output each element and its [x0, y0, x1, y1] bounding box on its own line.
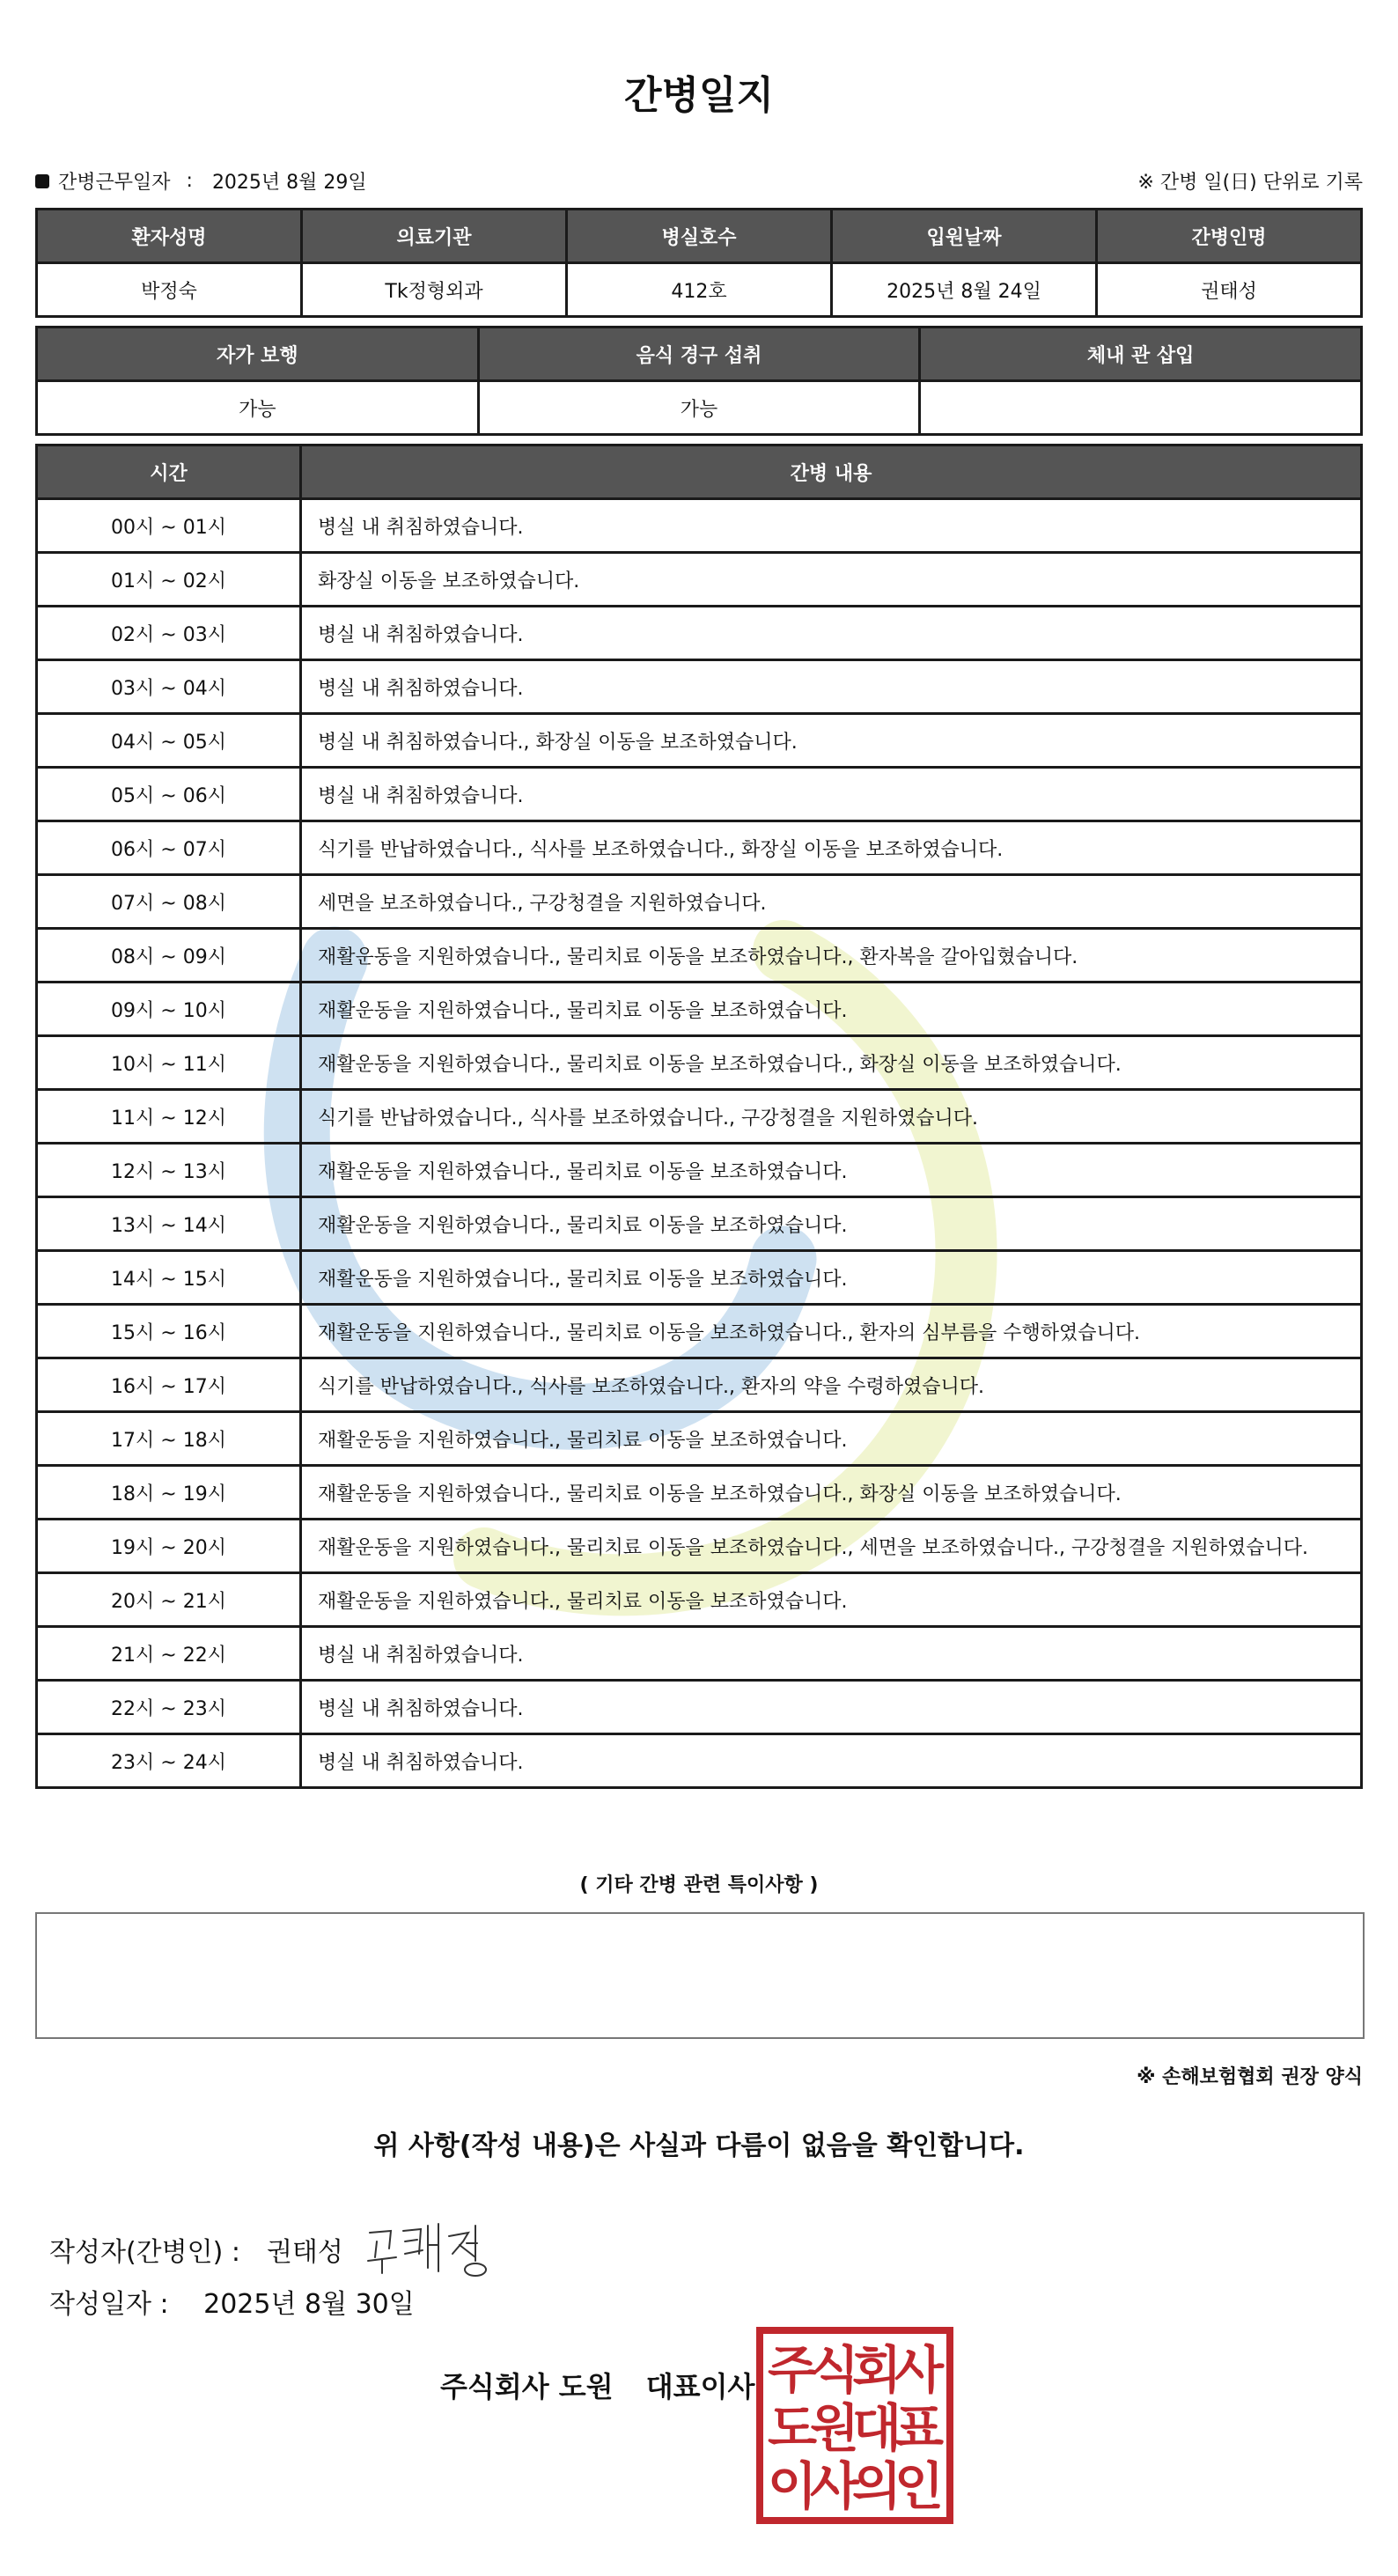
time-cell: 09시 ~ 10시: [37, 983, 301, 1036]
svg-text:의: 의: [851, 2456, 902, 2516]
author-row: [49, 2219, 497, 2280]
table-row: [37, 1466, 1362, 1520]
written-date-row: [49, 2282, 415, 2321]
time-cell: 11시 ~ 12시: [37, 1090, 301, 1144]
svg-text:사: 사: [809, 2456, 860, 2516]
handwritten-signature: [364, 2219, 497, 2280]
care-content-cell: 재활운동을 지원하였습니다., 물리치료 이동을 보조하였습니다.: [301, 983, 1362, 1036]
time-cell: 06시 ~ 07시: [37, 821, 301, 875]
time-cell: 22시 ~ 23시: [37, 1681, 301, 1734]
care-content-cell: 재활운동을 지원하였습니다., 물리치료 이동을 보조하였습니다.: [301, 1251, 1362, 1305]
table-row: [37, 983, 1362, 1036]
patient-name: 박정숙: [37, 263, 302, 317]
patient-info-table: [35, 208, 1363, 318]
care-content-cell: 재활운동을 지원하였습니다., 물리치료 이동을 보조하였습니다., 세면을 보조하였습니다., 구강청결을 지원하였습니다.: [301, 1520, 1362, 1573]
tube-insertion-value: [920, 381, 1362, 435]
svg-text:도: 도: [767, 2398, 818, 2458]
time-cell: 14시 ~ 15시: [37, 1251, 301, 1305]
info-header: 병실호수: [567, 210, 832, 263]
table-row: [37, 1090, 1362, 1144]
company-name: 주식회사 도원: [440, 2370, 614, 2403]
care-log-table: [35, 444, 1363, 1789]
table-row: [37, 768, 1362, 821]
caregiver-name: 권태성: [1097, 263, 1362, 317]
table-row: [37, 1305, 1362, 1358]
table-row: [37, 1734, 1362, 1788]
svg-text:표: 표: [894, 2398, 945, 2458]
info-header: 입원날짜: [832, 210, 1097, 263]
table-row: [37, 1412, 1362, 1466]
care-content-cell: 화장실 이동을 보조하였습니다.: [301, 553, 1362, 607]
time-cell: 10시 ~ 11시: [37, 1036, 301, 1090]
svg-text:주: 주: [767, 2340, 818, 2400]
unit-note: ※ 간병 일(日) 단위로 기록: [1137, 172, 1363, 194]
form-note: ※ 손해보험협회 권장 양식: [1137, 2066, 1363, 2088]
ability-header: 음식 경구 섭취: [478, 328, 920, 381]
table-row: [37, 1627, 1362, 1681]
table-row: [37, 1573, 1362, 1627]
care-content-cell: 재활운동을 지원하였습니다., 물리치료 이동을 보조하였습니다.: [301, 1412, 1362, 1466]
care-content-cell: 세면을 보조하였습니다., 구강청결을 지원하였습니다.: [301, 875, 1362, 929]
care-content-cell: 재활운동을 지원하였습니다., 물리치료 이동을 보조하였습니다.: [301, 1197, 1362, 1251]
care-content-cell: 재활운동을 지원하였습니다., 물리치료 이동을 보조하였습니다., 환자의 심부름을 수행하였습니다.: [301, 1305, 1362, 1358]
table-row: [37, 607, 1362, 660]
svg-text:대: 대: [851, 2398, 902, 2458]
care-content-cell: 병실 내 취침하였습니다.: [301, 1627, 1362, 1681]
author-label: 작성자(간병인) :: [49, 2237, 240, 2268]
work-date-label: 간병근무일자: [58, 172, 171, 194]
table-row: [37, 1036, 1362, 1090]
time-cell: 00시 ~ 01시: [37, 499, 301, 553]
room-number: 412호: [567, 263, 832, 317]
svg-text:회: 회: [851, 2340, 902, 2400]
table-row: [37, 1681, 1362, 1734]
care-content-cell: 식기를 반납하였습니다., 식사를 보조하였습니다., 구강청결을 지원하였습니다.: [301, 1090, 1362, 1144]
care-content-cell: 병실 내 취침하였습니다.: [301, 660, 1362, 714]
svg-text:원: 원: [809, 2398, 860, 2458]
content-column-header: 간병 내용: [301, 445, 1362, 499]
care-content-cell: 재활운동을 지원하였습니다., 물리치료 이동을 보조하였습니다., 화장실 이동을 보조하였습니다.: [301, 1466, 1362, 1520]
care-content-cell: 재활운동을 지원하였습니다., 물리치료 이동을 보조하였습니다., 화장실 이동을 보조하였습니다.: [301, 1036, 1362, 1090]
care-content-cell: 재활운동을 지원하였습니다., 물리치료 이동을 보조하였습니다.: [301, 1573, 1362, 1627]
time-cell: 19시 ~ 20시: [37, 1520, 301, 1573]
svg-text:이: 이: [767, 2456, 818, 2516]
time-cell: 20시 ~ 21시: [37, 1573, 301, 1627]
care-content-cell: 재활운동을 지원하였습니다., 물리치료 이동을 보조하였습니다., 환자복을 갈아입혔습니다.: [301, 929, 1362, 983]
self-walking-value: 가능: [37, 381, 479, 435]
care-content-cell: 식기를 반납하였습니다., 식사를 보조하였습니다., 환자의 약을 수령하였습니다.: [301, 1358, 1362, 1412]
ability-header: 체내 관 삽입: [920, 328, 1362, 381]
time-column-header: 시간: [37, 445, 301, 499]
info-header: 환자성명: [37, 210, 302, 263]
care-content-cell: 병실 내 취침하였습니다.: [301, 499, 1362, 553]
patient-ability-table: [35, 326, 1363, 436]
page-title: 간병일지: [623, 73, 774, 118]
care-content-cell: 병실 내 취침하였습니다.: [301, 1734, 1362, 1788]
table-row: [37, 499, 1362, 553]
time-cell: 03시 ~ 04시: [37, 660, 301, 714]
time-cell: 13시 ~ 14시: [37, 1197, 301, 1251]
care-content-cell: 재활운동을 지원하였습니다., 물리치료 이동을 보조하였습니다.: [301, 1144, 1362, 1197]
written-date-label: 작성일자 :: [49, 2289, 169, 2320]
author-name: 권태성: [266, 2237, 343, 2268]
work-date-row: [35, 167, 367, 195]
ceo-title: 대표이사: [645, 2370, 755, 2403]
time-cell: 18시 ~ 19시: [37, 1466, 301, 1520]
time-cell: 12시 ~ 13시: [37, 1144, 301, 1197]
confirmation-statement: 위 사항(작성 내용)은 사실과 다름이 없음을 확인합니다.: [373, 2131, 1025, 2161]
admission-date: 2025년 8월 24일: [832, 263, 1097, 317]
table-row: [37, 714, 1362, 768]
work-date-value: 2025년 8월 29일: [211, 172, 367, 194]
oral-intake-value: 가능: [478, 381, 920, 435]
care-content-cell: 병실 내 취침하였습니다.: [301, 607, 1362, 660]
svg-text:사: 사: [894, 2340, 945, 2400]
time-cell: 02시 ~ 03시: [37, 607, 301, 660]
time-cell: 17시 ~ 18시: [37, 1412, 301, 1466]
svg-text:인: 인: [894, 2456, 945, 2516]
memo-title: ( 기타 간병 관련 특이사항 ): [579, 1874, 819, 1896]
square-bullet-icon: [35, 174, 49, 188]
ability-header: 자가 보행: [37, 328, 479, 381]
table-row: [37, 660, 1362, 714]
table-row: [37, 929, 1362, 983]
time-cell: 08시 ~ 09시: [37, 929, 301, 983]
info-header: 의료기관: [302, 210, 567, 263]
care-content-cell: 식기를 반납하였습니다., 식사를 보조하였습니다., 화장실 이동을 보조하였습니다.: [301, 821, 1362, 875]
hospital-name: Tk정형외과: [302, 263, 567, 317]
table-row: [37, 553, 1362, 607]
time-cell: 21시 ~ 22시: [37, 1627, 301, 1681]
time-cell: 16시 ~ 17시: [37, 1358, 301, 1412]
table-row: [37, 1251, 1362, 1305]
table-row: [37, 1144, 1362, 1197]
care-content-cell: 병실 내 취침하였습니다.: [301, 1681, 1362, 1734]
info-header: 간병인명: [1097, 210, 1362, 263]
table-row: [37, 1197, 1362, 1251]
work-date-separator: :: [186, 170, 193, 192]
table-row: [37, 1520, 1362, 1573]
table-row: [37, 821, 1362, 875]
care-content-cell: 병실 내 취침하였습니다.: [301, 768, 1362, 821]
time-cell: 01시 ~ 02시: [37, 553, 301, 607]
time-cell: 15시 ~ 16시: [37, 1305, 301, 1358]
company-signature: [440, 2365, 754, 2405]
written-date-value: 2025년 8월 30일: [203, 2289, 415, 2320]
time-cell: 07시 ~ 08시: [37, 875, 301, 929]
table-row: [37, 1358, 1362, 1412]
svg-text:식: 식: [809, 2340, 860, 2400]
memo-box: [35, 1912, 1365, 2039]
time-cell: 05시 ~ 06시: [37, 768, 301, 821]
time-cell: 23시 ~ 24시: [37, 1734, 301, 1788]
table-row: [37, 875, 1362, 929]
time-cell: 04시 ~ 05시: [37, 714, 301, 768]
care-content-cell: 병실 내 취침하였습니다., 화장실 이동을 보조하였습니다.: [301, 714, 1362, 768]
company-seal-stamp: [755, 2326, 954, 2525]
